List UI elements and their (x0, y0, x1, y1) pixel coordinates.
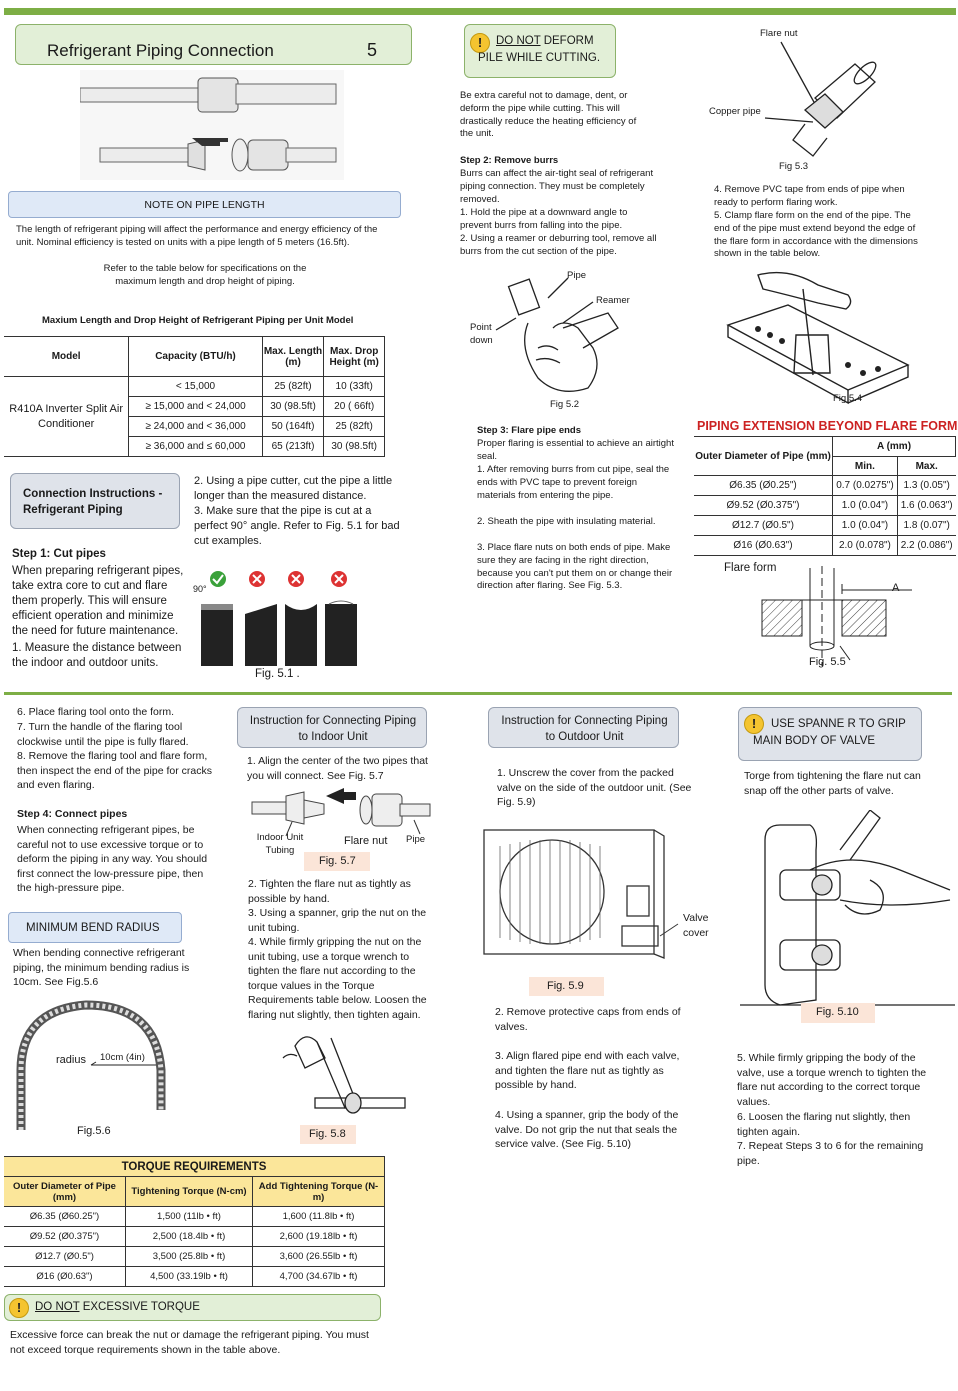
table-cell: 2,500 (18.4lb • ft) (126, 1227, 253, 1247)
fig-5-10-caption-box (801, 1003, 875, 1023)
bend-radius-heading (8, 912, 182, 943)
table-cell: < 15,000 (129, 377, 262, 397)
length-table-header-length: Max. Length (m) (262, 337, 324, 377)
step-6-text: 6. Place flaring tool onto the form. (17, 706, 175, 718)
excessive-torque-body: Excessive force can break the nut or damage the refrigerant piping. You must not exceed torque requirements shown in the table above. (10, 1329, 369, 1356)
torque-table-header-add: Add Tightening Torque (N-m) (253, 1177, 385, 1207)
warning-icon: ! (744, 714, 764, 734)
outdoor-step1: 1. Unscrew the cover from the packed valve on the side of the outdoor unit. (See Fig. 5.9) (497, 767, 692, 808)
excessive-torque-warning (4, 1294, 381, 1321)
fig-5-2-caption: Fig 5.2 (550, 399, 580, 410)
do-not-deform-title-line2: PILE WHILE CUTTING. (478, 52, 601, 64)
connection-heading-text: Connection Instructions - Refrigerant Piping (23, 488, 163, 516)
cut-step2-text: 2. Using a pipe cutter, cut the pipe a little longer than the measured distance. (194, 475, 393, 502)
table-cell: 4,700 (34.67lb • ft) (253, 1267, 385, 1287)
table-cell: 20 ( 66ft) (324, 397, 385, 417)
pipe-connection-illustration (80, 70, 344, 180)
note-heading-text: NOTE ON PIPE LENGTH (144, 199, 265, 211)
table-cell: 2.2 (0.086") (897, 536, 955, 556)
table-cell: Ø9.52 (Ø0.375") (694, 496, 833, 516)
extension-table (694, 436, 956, 556)
excessive-torque-title (35, 1301, 200, 1313)
page-title: Refrigerant Piping Connection (47, 41, 274, 60)
table-cell: 1,500 (11lb • ft) (126, 1207, 253, 1227)
fig-5-9-caption-box (529, 977, 604, 996)
step1-title: Step 1: Cut pipes (12, 548, 106, 560)
indoor-step2: 2. Tighten the flare nut as tightly as possible by hand. (248, 878, 411, 905)
note-pipe-length-body: The length of refrigerant piping will affect the performance and energy efficiency of the unit. Nominal efficiency is tested on units with a pipe length of 5 meters (16.5ft). (16, 224, 378, 248)
table-cell: 50 (164ft) (262, 417, 324, 437)
step4-remove-tape: 4. Remove PVC tape from ends of pipe when ready to perform flaring work. (714, 184, 905, 208)
fig-5-5-caption: Fig. 5.5 (809, 656, 846, 668)
fig-5-3-copper-pipe-label: Copper pipe (709, 106, 761, 117)
table-cell: 1.0 (0.04") (833, 496, 898, 516)
table-cell: 25 (82ft) (262, 377, 324, 397)
page-header (15, 24, 412, 65)
fig-5-6-caption: Fig.5.6 (77, 1125, 111, 1137)
step1-body: When preparing refrigerant pipes, take extra core to cut and flare them properly. This will ensure efficient operation and minimize the need for future maintenance. (12, 565, 184, 637)
table-cell: 1.0 (0.04") (833, 516, 898, 536)
fig-5-7-caption-box (304, 852, 370, 871)
spanner-step6: 6. Loosen the flaring nut slightly, then tighten again. (737, 1111, 911, 1138)
indoor-step4: 4. While firmly gripping the nut on the unit tubing, use a torque wrench to tighten the flare nut according to the torque values in the Torque Requirements table below. Loosen the flaring nut slightly, then tighten again. (248, 936, 427, 1021)
table-cell: Ø16 (Ø0.63") (4, 1267, 126, 1287)
table-cell: 65 (213ft) (262, 437, 324, 457)
table-cell: 10 (33ft) (324, 377, 385, 397)
fig-5-3-flare-nut-label: Flare nut (760, 28, 798, 39)
use-spanner-title-line2: MAIN BODY OF VALVE (753, 735, 876, 747)
table-cell: ≥ 36,000 and ≤ 60,000 (129, 437, 262, 457)
warning-icon: ! (470, 33, 490, 53)
outdoor-heading-text: Instruction for Connecting Piping to Outdoor Unit (501, 715, 668, 743)
indoor-step1: 1. Align the center of the two pipes that you will connect. See Fig. 5.7 (247, 755, 428, 782)
fig-5-3-caption: Fig 5.3 (779, 161, 809, 172)
fig-5-9-valve-cover-label: Valve cover (683, 912, 709, 939)
table-cell: 1.3 (0.05") (897, 476, 955, 496)
fig-5-9-illustration (482, 826, 682, 966)
do-not-deform-warning (464, 24, 616, 78)
step3-item2: 2. Sheath the pipe with insulating material. (477, 516, 656, 527)
extension-table-header-od: Outer Diameter of Pipe (mm) (694, 437, 833, 476)
do-not-deform-body: Be extra careful not to damage, dent, or deform the pipe while cutting. This will drastically reduce the heating efficiency of the unit. (460, 90, 637, 140)
fig-5-2-illustration (468, 268, 638, 413)
length-table-header-drop: Max. Drop Height (m) (324, 337, 385, 377)
indoor-step3: 3. Using a spanner, grip the nut on the unit tubing. (248, 907, 427, 934)
step3-item1: 1. After removing burrs from cut pipe, seal the ends with PVC tape to prevent foreign materials from entering the pipe. (477, 464, 670, 501)
note-pipe-length-refer: Refer to the table below for specifications on the maximum length and drop height of piping. (103, 263, 307, 287)
step2-body: Burrs can affect the air-tight seal of refrigerant piping connection. They must be completely removed. (460, 168, 654, 205)
fig-5-7-pipe-label: Pipe (406, 834, 426, 845)
extension-table-title: PIPING EXTENSION BEYOND FLARE FORM (697, 419, 958, 433)
step1-item1: 1. Measure the distance between the indoor and outdoor units. (12, 642, 182, 669)
extension-table-header-max: Max. (897, 457, 955, 476)
bend-radius-body: When bending connective refrigerant piping, the minimum bending radius is 10cm. See Fig.5.6 (13, 947, 190, 988)
fig-5-2-pipe-label: Pipe (567, 270, 587, 281)
excessive-torque-title-rest: EXCESSIVE TORQUE (79, 1301, 200, 1313)
table-cell: 30 (98.5ft) (324, 437, 385, 457)
table-cell: ≥ 24,000 and < 36,000 (129, 417, 262, 437)
fig-5-9-caption: Fig. 5.9 (547, 980, 584, 992)
note-pipe-length-heading (8, 191, 401, 218)
fig-5-5-a-label: A (892, 582, 900, 594)
outdoor-step3: 3. Align flared pipe end with each valve, and tighten the flare nut as tightly as possible by hand. (495, 1050, 680, 1091)
table-cell: 1.6 (0.063") (897, 496, 955, 516)
warning-icon: ! (9, 1298, 29, 1318)
step3-title: Step 3: Flare pipe ends (477, 425, 581, 436)
fig-5-8-caption-box (300, 1125, 356, 1144)
length-table-model: R410A Inverter Split Air Conditioner (4, 377, 129, 457)
fig-5-6-radius-label: radius (56, 1054, 86, 1066)
torque-table-title: TORQUE REQUIREMENTS (4, 1157, 385, 1177)
fig-5-6-dim-label: 10cm (4in) (100, 1052, 145, 1063)
do-not-deform-title (496, 35, 594, 47)
indoor-connection-heading (237, 707, 427, 748)
excessive-torque-title-emph: DO NOT (35, 1301, 80, 1313)
fig-5-8-caption: Fig. 5.8 (309, 1128, 346, 1140)
fig-5-7-caption: Fig. 5.7 (319, 855, 356, 867)
connection-instructions-heading (10, 473, 180, 529)
use-spanner-title-line1: USE SPANNE R TO GRIP (771, 718, 906, 730)
table-cell: 0.7 (0.0275") (833, 476, 898, 496)
fig-5-6-illustration (6, 990, 176, 1140)
length-table-header-capacity: Capacity (BTU/h) (129, 337, 262, 377)
fig-5-2-point-label: Point (470, 322, 492, 333)
step2-item1: 1. Hold the pipe at a downward angle to prevent burrs from falling into the pipe. (460, 207, 628, 231)
torque-table (4, 1156, 385, 1287)
table-cell: 30 (98.5ft) (262, 397, 324, 417)
step2-title: Step 2: Remove burrs (460, 155, 559, 166)
table-cell: 25 (82ft) (324, 417, 385, 437)
fig-5-7-flare-label: Flare nut (344, 835, 388, 847)
table-cell: 3,500 (25.8lb • ft) (126, 1247, 253, 1267)
step4-title: Step 4: Connect pipes (17, 808, 128, 820)
fig-5-4-caption: Fig 5.4 (833, 393, 863, 404)
use-spanner-warning (738, 707, 922, 761)
table-cell: Ø12.7 (Ø0.5") (694, 516, 833, 536)
step-8-text: 8. Remove the flaring tool and flare form, then inspect the end of the pipe for cracks and even flaring. (17, 750, 212, 791)
spanner-step7: 7. Repeat Steps 3 to 6 for the remaining pipe. (737, 1140, 924, 1167)
length-table-header-model: Model (4, 337, 129, 377)
outdoor-connection-heading (488, 707, 679, 748)
step2-item2: 2. Using a reamer or deburring tool, remove all burrs from the cut section of the pipe. (460, 233, 657, 257)
top-accent-bar (4, 8, 956, 15)
fig-5-5-illustration (722, 560, 932, 672)
table-cell: 2,600 (19.18lb • ft) (253, 1227, 385, 1247)
table-cell: Ø12.7 (Ø0.5") (4, 1247, 126, 1267)
length-table (4, 336, 385, 457)
fig-5-2-reamer-label: Reamer (596, 295, 630, 306)
indoor-heading-text: Instruction for Connecting Piping to Indoor Unit (249, 715, 417, 743)
table-cell: 1.8 (0.07") (897, 516, 955, 536)
cut-step3-text: 3. Make sure that the pipe is cut at a perfect 90° angle. Refer to Fig. 5.1 for bad cut examples. (194, 505, 400, 547)
spanner-step5: 5. While firmly gripping the body of the valve, use a torque wrench to tighten the flare nut according to the correct torque values. (737, 1052, 927, 1108)
fig-5-5-label: Flare form (724, 562, 777, 574)
table-cell: Ø16 (Ø0.63") (694, 536, 833, 556)
fig-5-7-tubing-label: Indoor Unit Tubing (256, 832, 304, 856)
step3-item3: 3. Place flare nuts on both ends of pipe. Make sure they are facing in the right direction, because you can't put them on or change their direction after flaring. See Fig. 5.3. (477, 542, 673, 592)
extension-table-header-min: Min. (833, 457, 898, 476)
table-cell: ≥ 15,000 and < 24,000 (129, 397, 262, 417)
outdoor-step4: 4. Using a spanner, grip the body of the valve. Do not grip the nut that seals the service valve. (See Fig. 5.10) (495, 1109, 679, 1150)
step-7-text: 7. Turn the handle of the flaring tool clockwise until the pipe is fully flared. (17, 721, 189, 748)
torque-table-header-od: Outer Diameter of Pipe (mm) (4, 1177, 126, 1207)
bend-radius-heading-text: MINIMUM BEND RADIUS (26, 922, 160, 934)
step4-body: When connecting refrigerant pipes, be careful not to use excessive torque or to deform the piping in any way. You should first connect the low-pressure pipe, then the high-pressure pipe. (17, 824, 208, 894)
do-not-deform-title-rest: DEFORM (540, 35, 594, 47)
fig-5-10-illustration (740, 810, 955, 1020)
do-not-deform-title-emph: DO NOT (496, 35, 541, 47)
table-cell: 3,600 (26.55lb • ft) (253, 1247, 385, 1267)
fig-5-1-caption: Fig. 5.1 . (255, 668, 300, 680)
outdoor-step2: 2. Remove protective caps from ends of valves. (495, 1006, 681, 1033)
table-cell: Ø6.35 (Ø60.25") (4, 1207, 126, 1227)
fig-5-1-angle: 90° (193, 584, 207, 594)
length-table-caption: Maxium Length and Drop Height of Refrigerant Piping per Unit Model (42, 315, 354, 326)
table-cell: Ø6.35 (Ø0.25") (694, 476, 833, 496)
fig-5-3-illustration (705, 28, 945, 176)
step3-body: Proper flaring is essential to achieve an airtight seal. (477, 438, 674, 462)
use-spanner-body: Torge from tightening the flare nut can snap off the other parts of valve. (744, 770, 921, 797)
table-cell: 1,600 (11.8lb • ft) (253, 1207, 385, 1227)
fig-5-8-illustration (275, 1028, 415, 1123)
fig-5-10-caption: Fig. 5.10 (816, 1006, 859, 1018)
table-cell: 4,500 (33.19lb • ft) (126, 1267, 253, 1287)
table-cell: 2.0 (0.078") (833, 536, 898, 556)
section-divider (4, 692, 952, 695)
torque-table-header-tightening: Tightening Torque (N-cm) (126, 1177, 253, 1207)
step5-clamp-flare: 5. Clamp flare form on the end of the pipe. The end of the pipe must extend beyond the edge of the flare form in accordance with the dimensions shown in the table below. (714, 210, 918, 260)
page-number: 5 (367, 40, 378, 60)
fig-5-2-down-label: down (470, 335, 493, 346)
fig-5-1-illustration (193, 570, 363, 680)
fig-5-4-illustration (718, 265, 918, 407)
extension-table-header-a: A (mm) (833, 437, 956, 457)
table-cell: Ø9.52 (Ø0.375") (4, 1227, 126, 1247)
